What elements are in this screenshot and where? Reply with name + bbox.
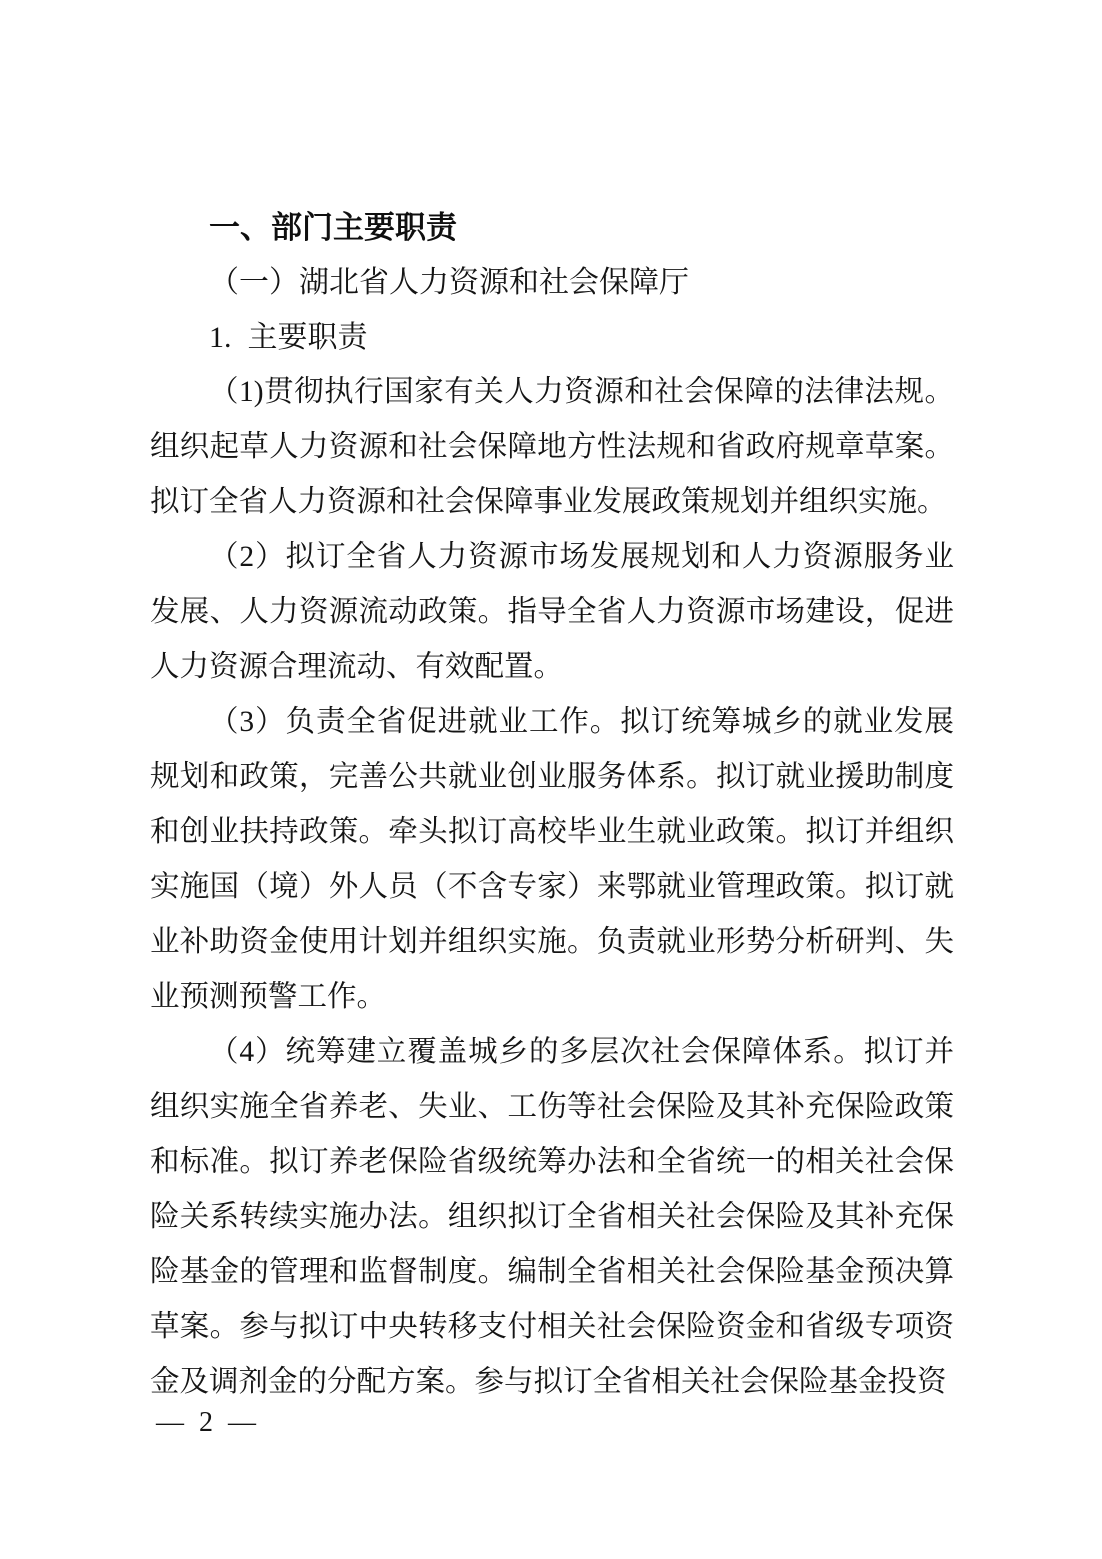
page-number-footer: — 2 —	[156, 1407, 256, 1438]
document-content	[150, 200, 954, 1410]
section-heading: 一、部门主要职责	[209, 210, 457, 245]
paragraph-2: （2）拟订全省人力资源市场发展规划和人力资源服务业发展、人力资源流动政策。指导全省人力资源市场建设，促进人力资源合理流动、有效配置。	[150, 541, 954, 683]
paragraph-3: （3）负责全省促进就业工作。拟订统筹城乡的就业发展规划和政策，完善公共就业创业服务体系。拟订就业援助制度和创业扶持政策。牵头拟订高校毕业生就业政策。拟订并组织实施国（境）外人员（不含专家）来鄂就业管理政策。拟订就业补助资金使用计划并组织实施。负责就业形势分析研判、失业预测预警工作。	[150, 706, 954, 1013]
list-item-heading	[150, 310, 954, 365]
paragraph-4: （4）统筹建立覆盖城乡的多层次社会保障体系。拟订并组织实施全省养老、失业、工伤等社会保险及其补充保险政策和标准。拟订养老保险省级统筹办法和全省统一的相关社会保险关系转续实施办法。组织拟订全省相关社会保险及其补充保险基金的管理和监督制度。编制全省相关社会保险基金预决算草案。参与拟订中央转移支付相关社会保险资金和省级专项资金及调剂金的分配方案。参与拟订全省相关社会保险基金投资	[150, 1036, 954, 1398]
subsection-heading: （一）湖北省人力资源和社会保障厅	[209, 266, 689, 299]
list-item-number: 1.	[209, 321, 232, 354]
list-item-title: 主要职责	[247, 321, 368, 354]
paragraph-1: （1)贯彻执行国家有关人力资源和社会保障的法律法规。组织起草人力资源和社会保障地方性法规和省政府规章草案。拟订全省人力资源和社会保障事业发展政策规划并组织实施。	[150, 376, 954, 518]
